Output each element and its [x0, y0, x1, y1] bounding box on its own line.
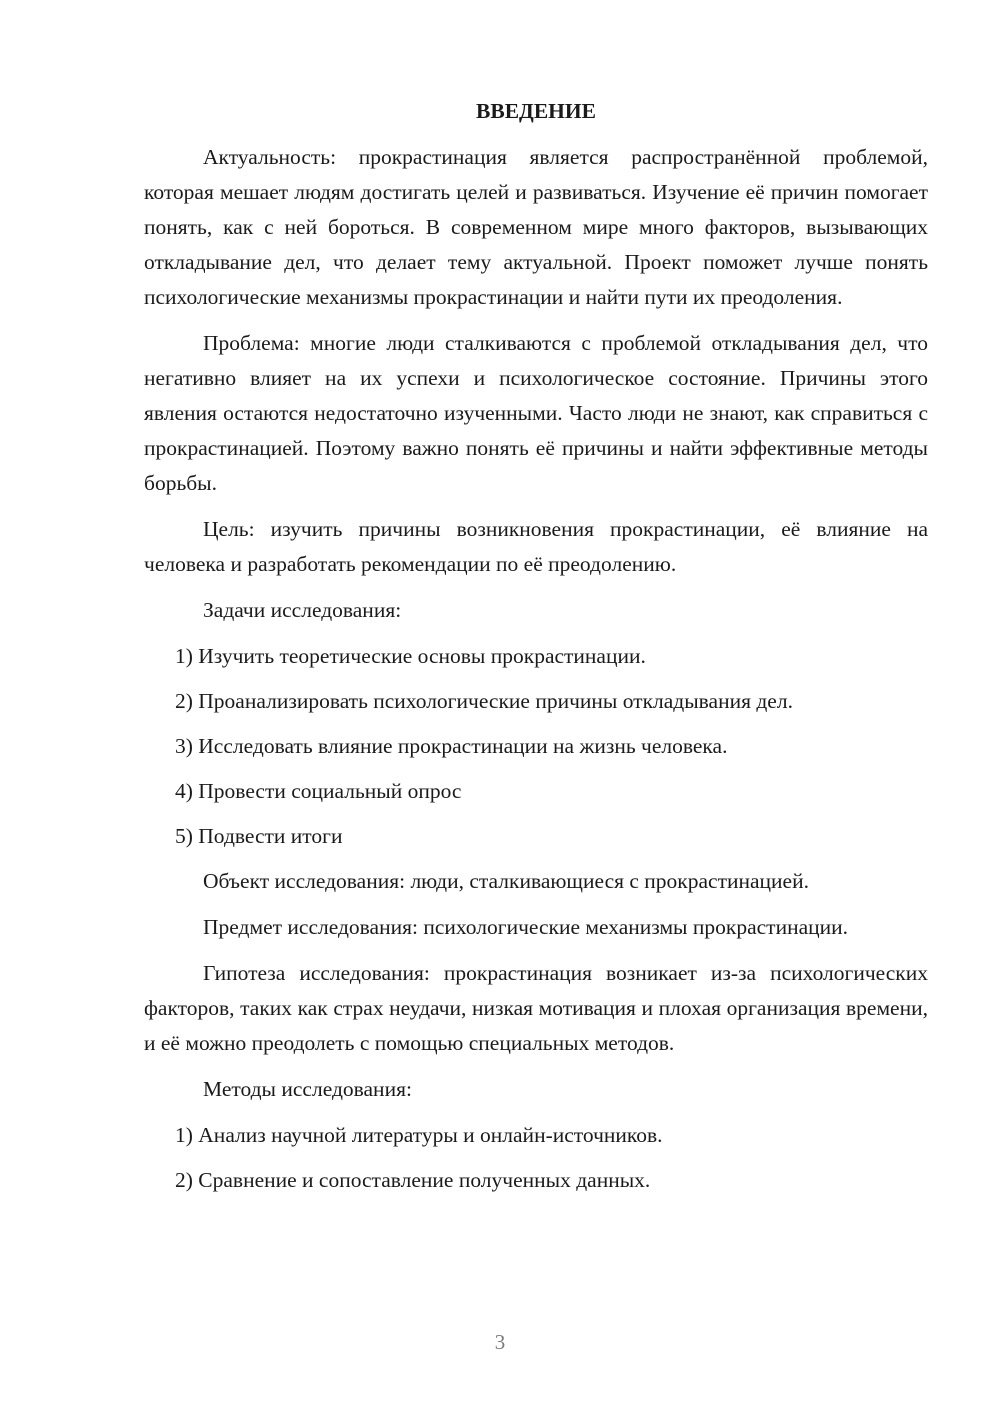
section-heading: ВВЕДЕНИЕ: [476, 99, 596, 123]
tasks-list: [144, 639, 928, 854]
list-item: 3) Исследовать влияние прокрастинации на жизнь человека.: [175, 734, 728, 758]
subject-paragraph: Предмет исследования: психологические механизмы прокрастинации.: [203, 915, 849, 939]
list-item: 4) Провести социальный опрос: [175, 779, 462, 803]
goal-paragraph: Цель: изучить причины возникновения прокрастинации, её влияние на человека и разработать рекомендации по её преодолению.: [144, 517, 928, 576]
methods-list: [144, 1118, 928, 1198]
list-item: 1) Анализ научной литературы и онлайн-источников.: [175, 1123, 663, 1147]
list-item: 2) Сравнение и сопоставление полученных данных.: [175, 1168, 651, 1192]
list-item: 1) Изучить теоретические основы прокрастинации.: [175, 644, 646, 668]
methods-label: Методы исследования:: [203, 1077, 412, 1101]
object-paragraph: Объект исследования: люди, сталкивающиеся с прокрастинацией.: [203, 869, 809, 893]
list-item: 2) Проанализировать психологические причины откладывания дел.: [175, 689, 793, 713]
tasks-label: Задачи исследования:: [203, 598, 402, 622]
page-number: 3: [494, 1330, 506, 1354]
hypothesis-paragraph: Гипотеза исследования: прокрастинация возникает из-за психологических факторов, таких как страх неудачи, низкая мотивация и плохая организация времени, и её можно преодолеть с помощью специальных методов.: [144, 961, 928, 1055]
problem-paragraph: Проблема: многие люди сталкиваются с проблемой откладывания дел, что негативно влияет на их успехи и психологическое состояние. Причины этого явления остаются недостаточно изученными. Часто люди не знают, как справиться с прокрастинацией. Поэтому важно понять её причины и найти эффективные методы борьбы.: [144, 331, 928, 495]
list-item: 5) Подвести итоги: [175, 824, 343, 848]
page-content: [144, 88, 928, 1208]
relevance-paragraph: Актуальность: прокрастинация является распространённой проблемой, которая мешает людям достигать целей и развиваться. Изучение её причин помогает понять, как с ней бороться. В современном мире много факторов, вызывающих откладывание дел, что делает тему актуальной. Проект поможет лучше понять психологические механизмы прокрастинации и найти пути их преодоления.: [144, 145, 928, 309]
